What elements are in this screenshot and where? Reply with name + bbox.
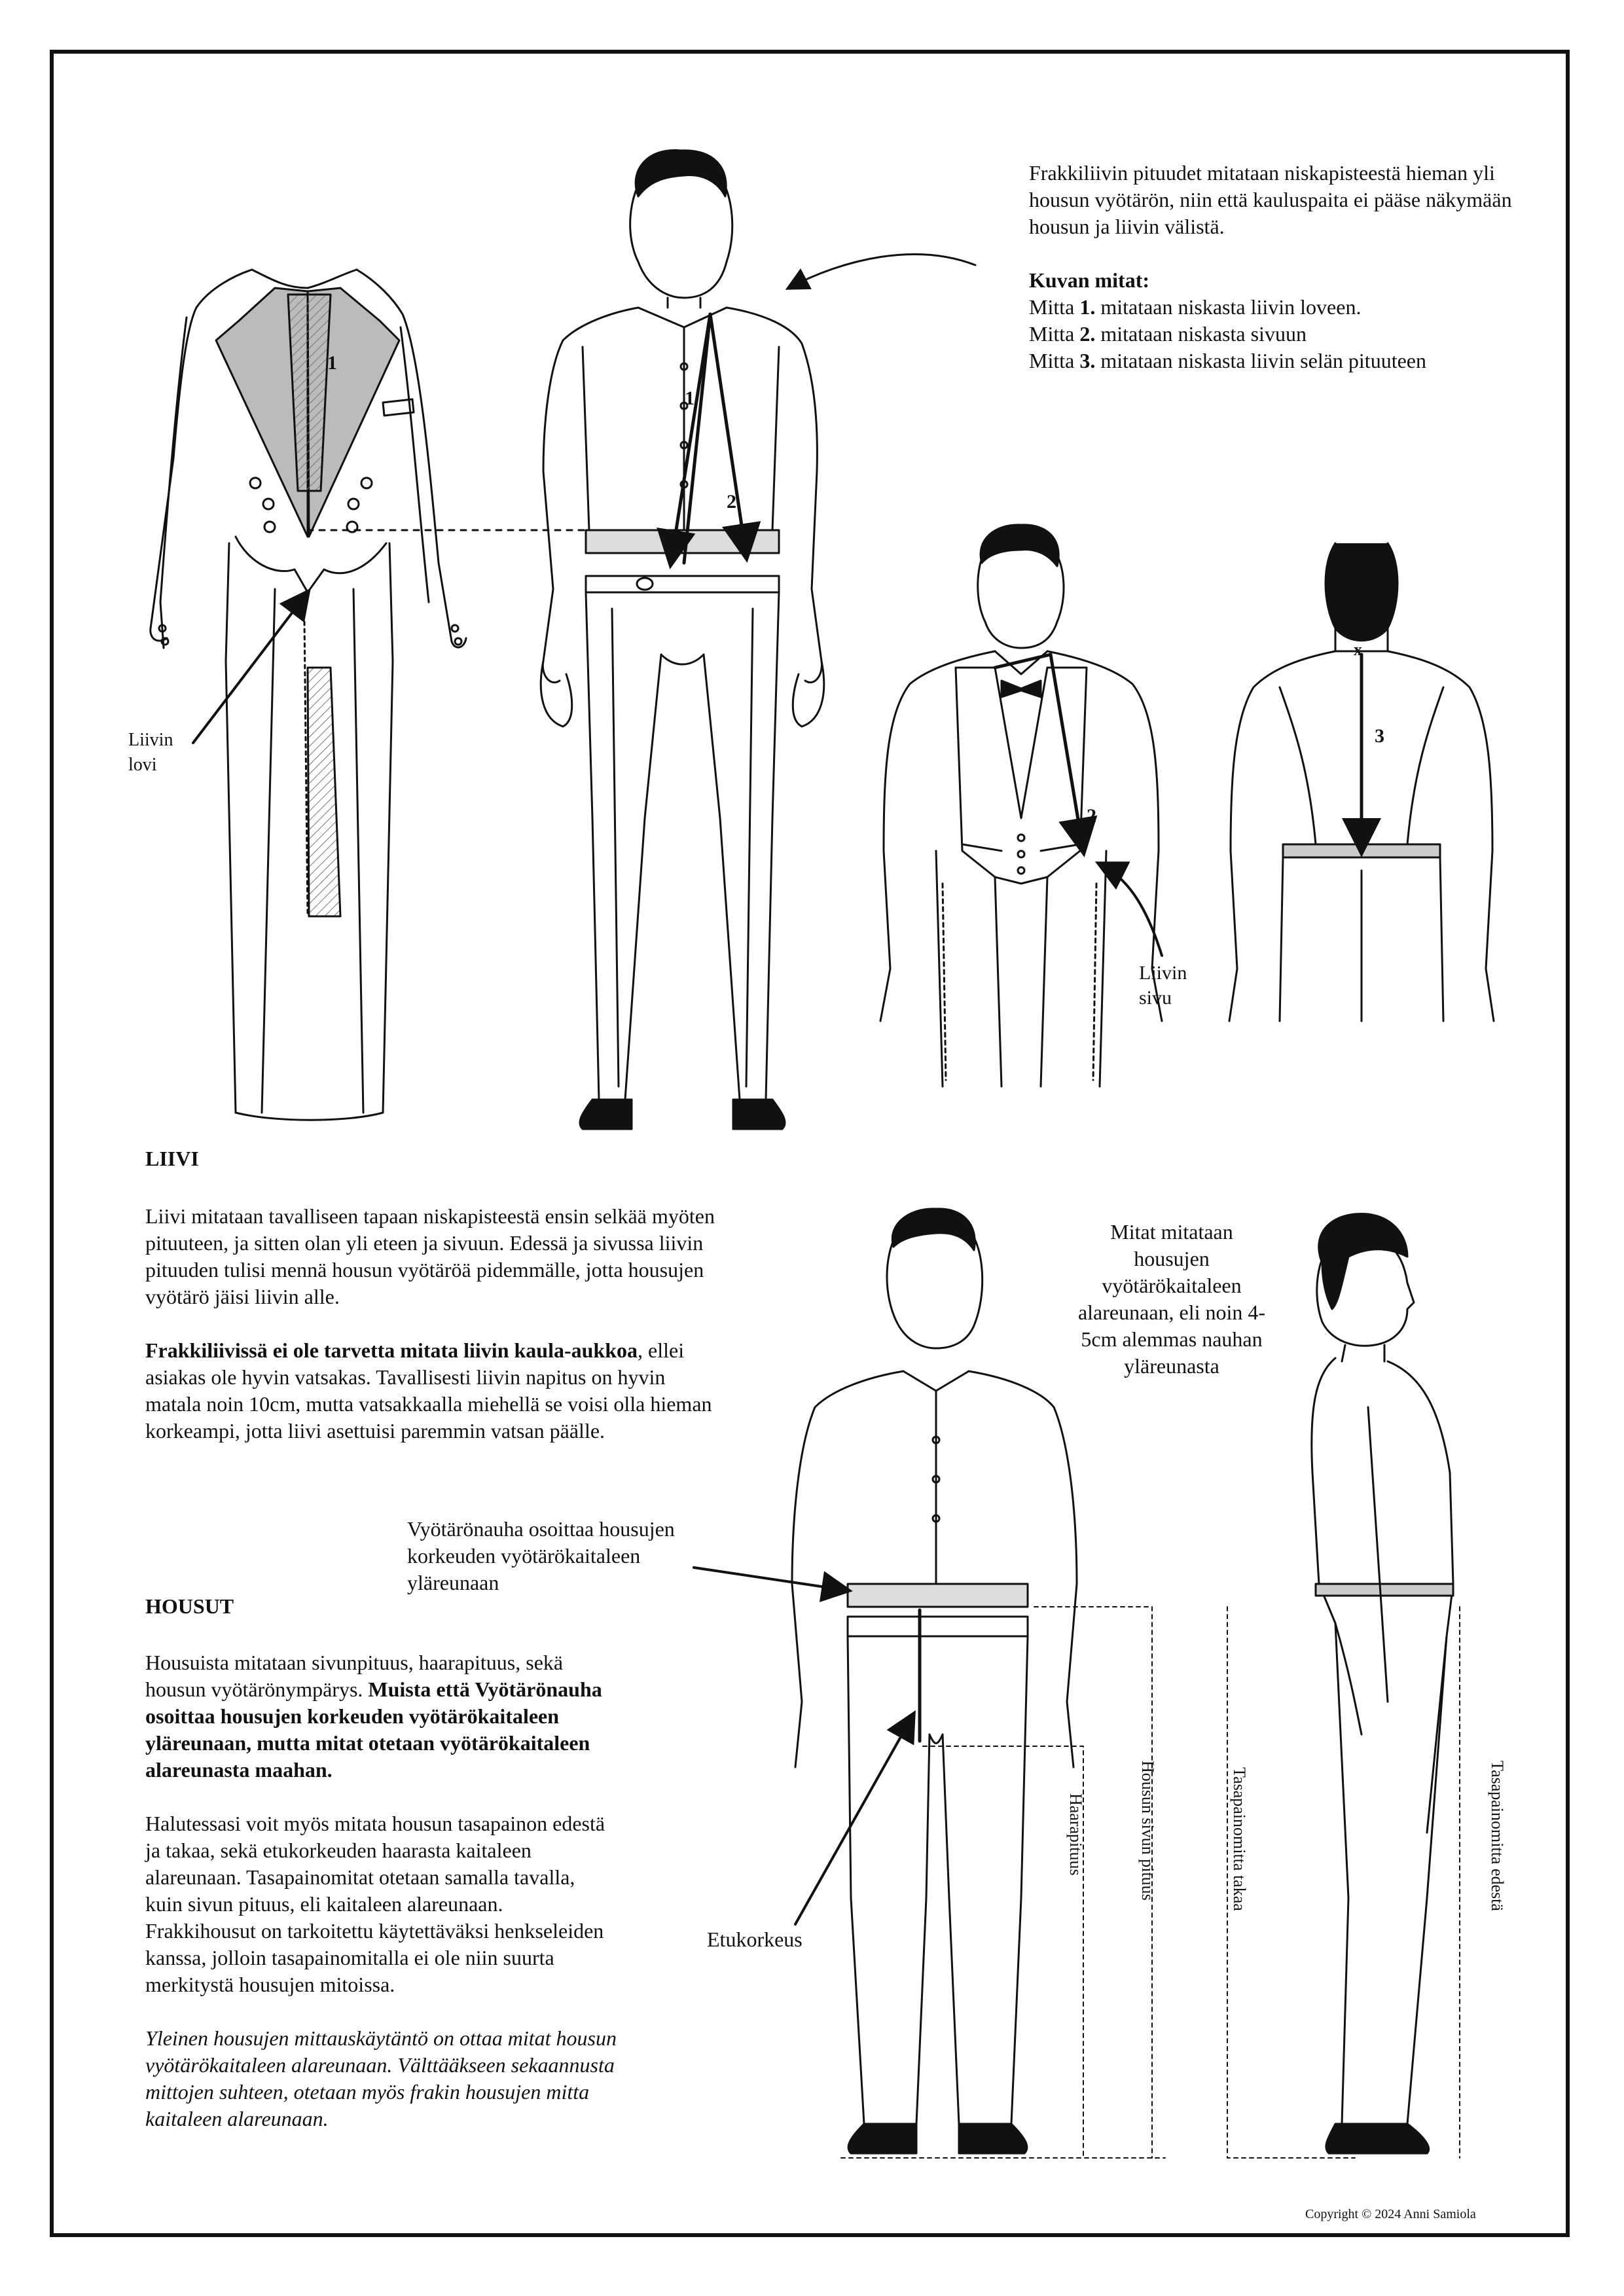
top-note [1029, 160, 1526, 374]
housut-heading: HOUSUT [145, 1594, 234, 1618]
measures-title: Kuvan mitat: [1029, 268, 1149, 292]
vyotaronauha-arrow [694, 1568, 848, 1590]
measure-1-line: Mitta 1. mitataan niskasta liivin loveen. [1029, 295, 1362, 319]
sivu-arrow [1100, 864, 1162, 956]
note-arrow [789, 255, 975, 288]
measure-2-line: Mitta 2. mitataan niskasta sivuun [1029, 322, 1307, 346]
lovi-arrow [193, 592, 308, 743]
marker-3-back: 3 [1375, 725, 1384, 747]
liivi-paragraph-2: Frakkiliivissä ei ole tarvetta mitata liivin kaula-aukkoa, ellei asiakas ole hyvin vatsakas. Tavallisesti liivin napitus on hyvin matala noin 10cm, mutta vatsakkaalla miehellä se voisi olla hieman korkeampi, jotta liivi asettuisi paremmin vatsan päälle. [145, 1338, 712, 1443]
label-mitat-note: Mitat mitataan housujen vyötärökaitaleen alareunaan, eli noin 4-5cm alemmas nauhan yläreunasta [1077, 1220, 1266, 1378]
marker-2-shirt: 2 [727, 491, 736, 512]
housut-paragraph-3: Frakkihousut on tarkoitettu käytettäväksi henkseleiden kanssa, jolloin tasapainomitalla ei ole niin suurta merkitystä housujen mitoissa. [145, 1919, 604, 1996]
liivi-body [145, 1203, 721, 1444]
liivi-heading: LIIVI [145, 1147, 199, 1170]
housut-body [145, 1649, 617, 2132]
label-etukorkeus: Etukorkeus [707, 1928, 803, 1951]
copyright: Copyright © 2024 Anni Samiola [1305, 2207, 1476, 2221]
measure-lines-front [671, 314, 746, 563]
label-vyotaronauha: Vyötärönauha osoittaa housujen korkeuden vyötärökaitaleen yläreunaan [407, 1517, 675, 1594]
side-figure-illustration [1312, 1213, 1453, 2153]
front-figure-vest-illustration [880, 525, 1162, 1086]
measure-3-line: Mitta 3. mitataan niskasta liivin selän pituuteen [1029, 349, 1426, 372]
marker-x-back: x [1354, 640, 1362, 659]
etukorkeus-arrow [795, 1715, 913, 1924]
label-liivin-lovi: Liivin lovi [128, 730, 173, 775]
label-haarapituus: Haarapituus [1066, 1793, 1085, 1876]
label-housun-sivun-pituus: Housun sivun pituus [1138, 1761, 1157, 1901]
top-note-intro: Frakkiliivin pituudet mitataan niskapisteestä hieman yli housun vyötärön, niin että kauluspaita ei pääse näkymään housun ja liivin välistä. [1029, 161, 1512, 238]
label-liivin-sivu: Liivin sivu [1139, 962, 1187, 1009]
label-tasapainomitta-edesta: Tasapainomitta edestä [1488, 1761, 1507, 1911]
marker-2-vest: 2 [1087, 805, 1096, 827]
housut-paragraph-4: Yleinen housujen mittauskäytäntö on ottaa mitat housun vyötärökaitaleen alareunaan. Välttääkseen sekaannusta mittojen suhteen, otetaan myös frakin housujen mitta kaitaleen alareunaan. [145, 2026, 617, 2130]
liivi-paragraph-1: Liivi mitataan tavalliseen tapaan niskapisteestä ensin selkää myöten pituuteen, ja sitten olan yli eteen ja sivuun. Edessä ja sivussa liivin pituuden tulisi mennä housun vyötäröä pidemmälle, jotta housujen vyötärö jäisi liivin alle. [145, 1204, 715, 1308]
label-tasapainomitta-takaa: Tasapainomitta takaa [1230, 1767, 1249, 1911]
front-figure-shirt-illustration [541, 151, 824, 1129]
housut-paragraph-1: Housuista mitataan sivunpituus, haarapituus, sekä housun vyötärönympärys. Muista että Vyötärönauha osoittaa housujen korkeuden vyötärökaitaleen yläreunaan, mutta mitat otetaan vyötärökaitaleen alareunasta maahan. [145, 1651, 602, 1782]
front-figure-trousers-illustration [792, 1209, 1077, 2153]
marker-1-coat: 1 [327, 352, 337, 374]
tailcoat-illustration [151, 270, 466, 1120]
housut-paragraph-2: Halutessasi voit myös mitata housun tasapainon edestä ja takaa, sekä etukorkeuden haarasta kaitaleen alareunaan. Tasapainomitat otetaan samalla tavalla, kuin sivun pituus, eli kaitaleen alareunaan. [145, 1812, 605, 1916]
marker-1-shirt: 1 [685, 387, 695, 409]
